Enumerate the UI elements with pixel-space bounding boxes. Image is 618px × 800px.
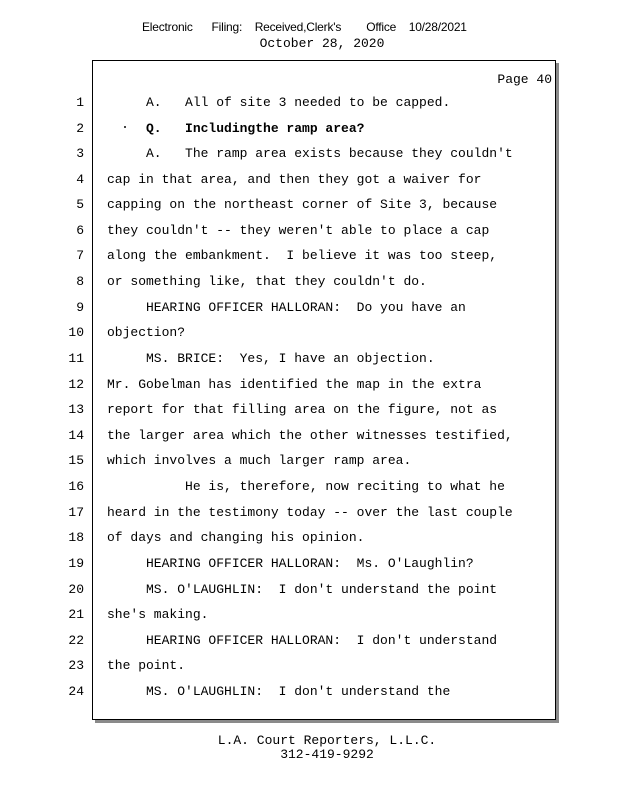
filing-stamp [142, 20, 467, 34]
line-number: 8 [76, 274, 84, 289]
line-number: 19 [68, 556, 84, 571]
transcript-line: heard in the testimony today -- over the last couple [107, 505, 513, 520]
transcript-line: A. The ramp area exists because they couldn't [107, 146, 513, 161]
line-number: 10 [68, 325, 84, 340]
transcript-line: MS. O'LAUGHLIN: I don't understand the point [107, 582, 498, 597]
transcript-line: capping on the northeast corner of Site 3, because [107, 197, 498, 212]
filing-word-office: Office [366, 20, 397, 34]
transcript-line: A. All of site 3 needed to be capped. [107, 95, 451, 110]
transcript-line: of days and changing his opinion. [107, 530, 365, 545]
line-number: 2 [76, 121, 84, 136]
line-number: 14 [68, 428, 84, 443]
transcript-line: HEARING OFFICER HALLORAN: Do you have an [107, 300, 466, 315]
line-number: 11 [68, 351, 84, 366]
filing-word-received: Received,Clerk's [254, 20, 342, 34]
line-number: 16 [68, 479, 84, 494]
line-number: 20 [68, 582, 84, 597]
transcript-line: MS. BRICE: Yes, I have an objection. [107, 351, 435, 366]
filing-word-filing: Filing: [211, 20, 243, 34]
transcript-line: they couldn't -- they weren't able to place a cap [107, 223, 490, 238]
transcript-line: cap in that area, and then they got a waiver for [107, 172, 482, 187]
transcript-date: October 28, 2020 [259, 36, 385, 51]
line-number: 9 [76, 300, 84, 315]
line-number: 21 [68, 607, 84, 622]
transcript-line: He is, therefore, now reciting to what he [107, 479, 505, 494]
line-number: 23 [68, 658, 84, 673]
transcript-line: HEARING OFFICER HALLORAN: I don't understand [107, 633, 498, 648]
line-number: 17 [68, 505, 84, 520]
line-number: 4 [76, 172, 84, 187]
transcript-line: MS. O'LAUGHLIN: I don't understand the [107, 684, 451, 699]
line-number: 15 [68, 453, 84, 468]
transcript-line: along the embankment. I believe it was too steep, [107, 248, 498, 263]
line-number: 3 [76, 146, 84, 161]
page-number: Page 40 [497, 72, 552, 87]
line-number: 24 [68, 684, 84, 699]
line-number: 5 [76, 197, 84, 212]
transcript-line: objection? [107, 325, 186, 340]
line-number: 13 [68, 402, 84, 417]
line-number: 1 [76, 95, 84, 110]
transcript-line: the point. [107, 658, 186, 673]
filing-date: 10/28/2021 [408, 20, 467, 34]
reporter-company: L.A. Court Reporters, L.L.C. [217, 733, 437, 748]
transcript-line: HEARING OFFICER HALLORAN: Ms. O'Laughlin? [107, 556, 474, 571]
transcript-line: the larger area which the other witnesses testified, [107, 428, 513, 443]
transcript-line: which involves a much larger ramp area. [107, 453, 412, 468]
line-number: 12 [68, 377, 84, 392]
reporter-phone: 312-419-9292 [280, 747, 374, 762]
transcript-line: Mr. Gobelman has identified the map in the extra [107, 377, 482, 392]
line-number: 7 [76, 248, 84, 263]
transcript-line: she's making. [107, 607, 209, 622]
filing-word-electronic: Electronic [142, 20, 193, 34]
line-number: 18 [68, 530, 84, 545]
transcript-line: or something like, that they couldn't do. [107, 274, 427, 289]
transcript-line: report for that filling area on the figure, not as [107, 402, 498, 417]
line-number: 22 [68, 633, 84, 648]
transcript-line: Q. Includingthe ramp area? [107, 121, 365, 136]
line-number: 6 [76, 223, 84, 238]
